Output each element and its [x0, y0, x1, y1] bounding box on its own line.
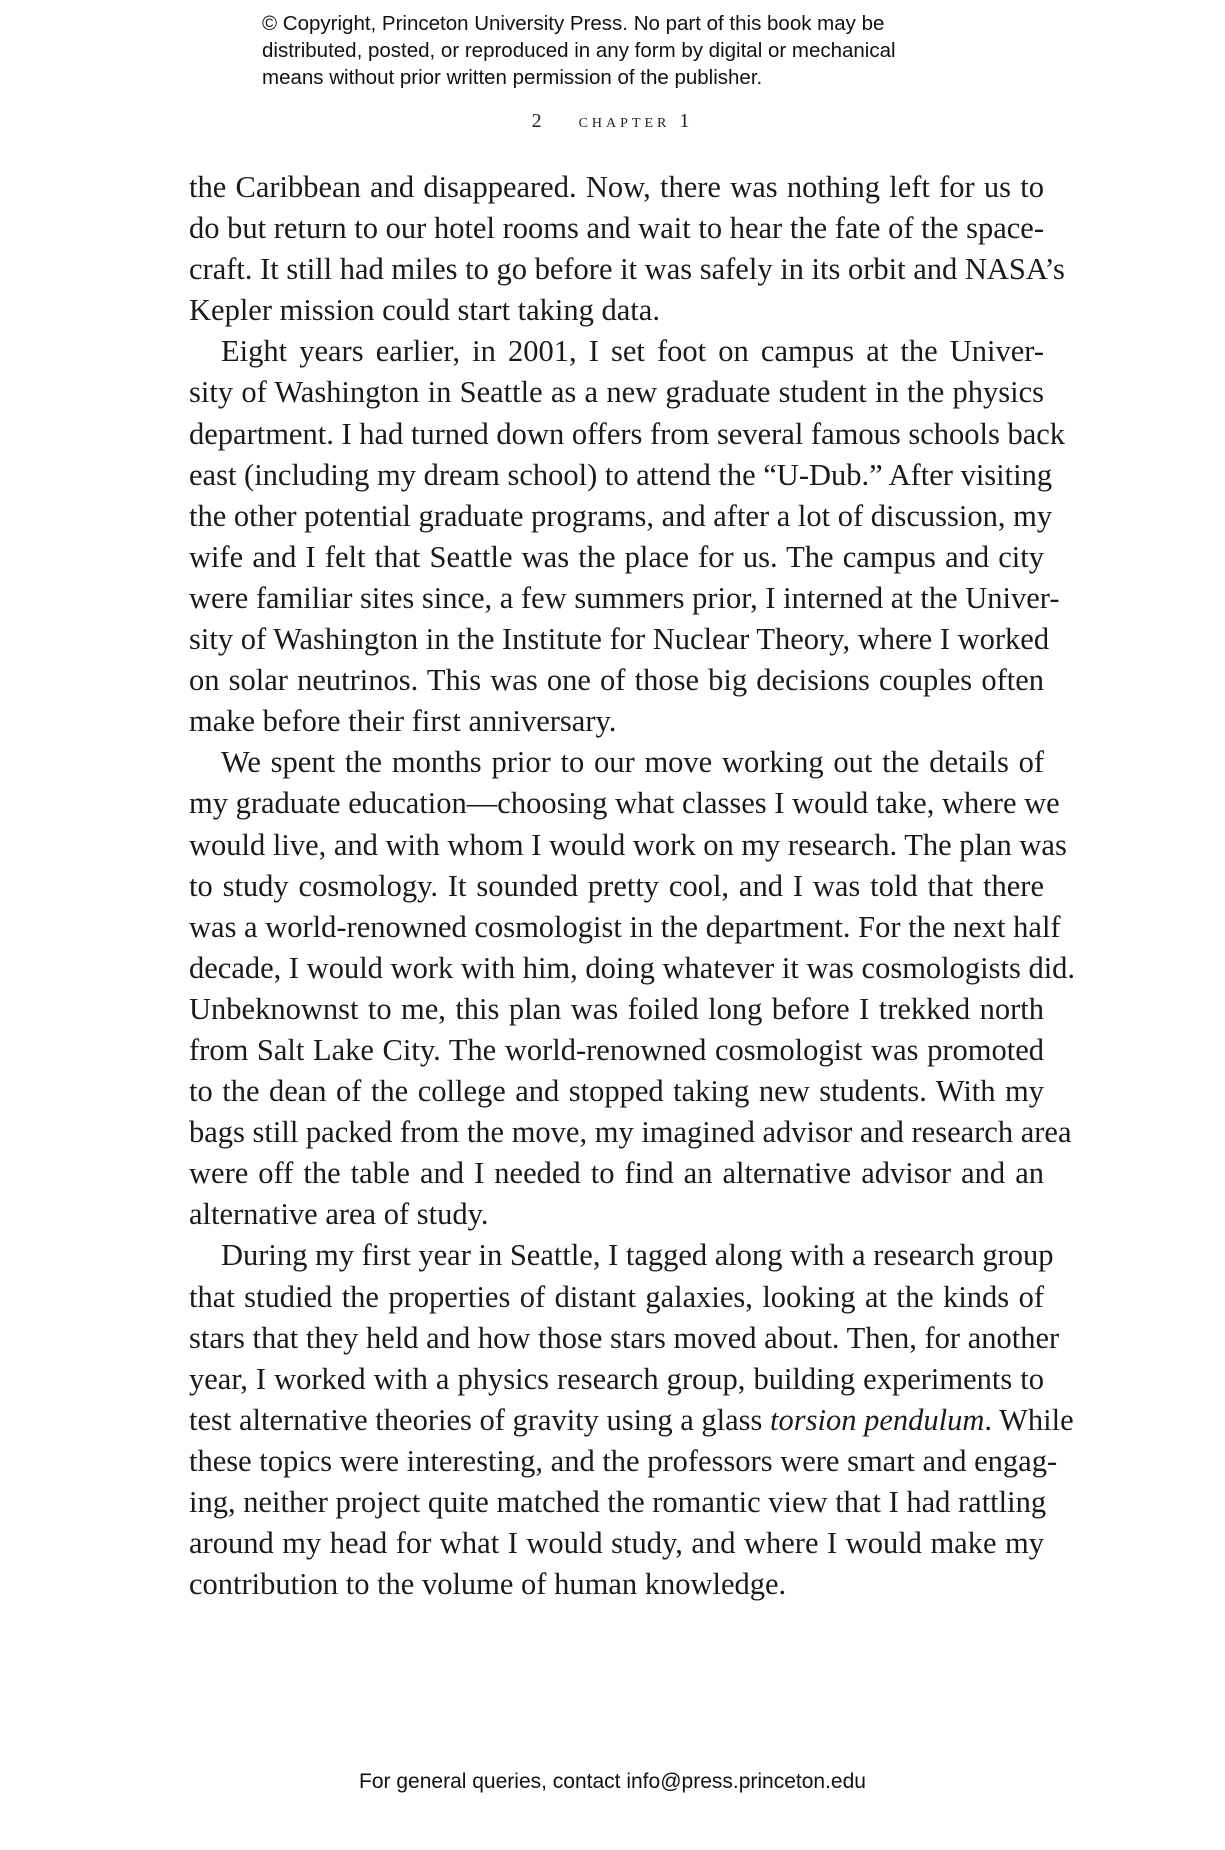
- copyright-line: means without prior written permission of the publisher.: [262, 66, 763, 89]
- chapter-label: chapter 1: [578, 110, 694, 132]
- text-line: that studied the properties of distant galaxies, looking at the kinds of: [189, 1279, 1044, 1314]
- page-number: 2: [531, 110, 545, 132]
- text-line: department. I had turned down offers from several famous schools back: [189, 416, 1066, 451]
- copyright-notice: [262, 10, 1022, 91]
- text-line: around my head for what I would study, and where I would make my: [189, 1526, 1044, 1561]
- text-line: We spent the months prior to our move working out the details of: [221, 745, 1044, 780]
- body-text: [189, 167, 1076, 1605]
- text-line: the other potential graduate programs, and after a lot of discussion, my: [189, 498, 1053, 533]
- text-line: were familiar sites since, a few summers prior, I interned at the Univer-: [189, 580, 1060, 615]
- text-line: sity of Washington in Seattle as a new graduate student in the physics: [189, 375, 1044, 410]
- text-line: do but return to our hotel rooms and wait to hear the fate of the space-: [189, 211, 1044, 246]
- text-line: craft. It still had miles to go before it was safely in its orbit and NASA’s: [189, 252, 1065, 287]
- text-line: ing, neither project quite matched the romantic view that I had rattling: [189, 1485, 1047, 1519]
- text-segment: test alternative theories of gravity using a glass: [189, 1402, 771, 1437]
- text-line: east (including my dream school) to attend the “U-Dub.” After visiting: [189, 457, 1053, 492]
- text-line: contribution to the volume of human knowledge.: [189, 1567, 787, 1602]
- text-line: wife and I felt that Seattle was the place for us. The campus and city: [189, 539, 1044, 574]
- text-line: bags still packed from the move, my imagined advisor and research area: [189, 1115, 1072, 1150]
- italic-term: torsion pendulum: [770, 1402, 985, 1437]
- text-line: these topics were interesting, and the professors were smart and engag-: [189, 1443, 1058, 1478]
- text-line: Unbeknownst to me, this plan was foiled long before I trekked north: [189, 991, 1044, 1026]
- text-line: Kepler mission could start taking data.: [189, 293, 660, 328]
- text-line: from Salt Lake City. The world-renowned cosmologist was promoted: [189, 1032, 1044, 1067]
- text-line: [189, 1400, 1074, 1441]
- text-line: make before their first anniversary.: [189, 704, 617, 739]
- text-line: stars that they held and how those stars moved about. Then, for another: [189, 1320, 1060, 1355]
- text-line: my graduate education—choosing what classes I would take, where we: [189, 786, 1060, 821]
- text-line: sity of Washington in the Institute for Nuclear Theory, where I worked: [189, 622, 1050, 657]
- running-head: [0, 110, 1225, 133]
- text-line: was a world-renowned cosmologist in the department. For the next half: [189, 909, 1061, 944]
- copyright-line: © Copyright, Princeton University Press. No part of this book may be: [262, 12, 885, 35]
- copyright-line: distributed, posted, or reproduced in any form by digital or mechanical: [262, 39, 896, 62]
- text-line: Eight years earlier, in 2001, I set foot on campus at the Univer-: [221, 334, 1044, 369]
- text-line: were off the table and I needed to find an alternative advisor and an: [189, 1156, 1044, 1191]
- text-line: decade, I would work with him, doing whatever it was cosmologists did.: [189, 950, 1076, 985]
- text-line: to the dean of the college and stopped taking new students. With my: [189, 1074, 1044, 1109]
- text-line: to study cosmology. It sounded pretty cool, and I was told that there: [189, 868, 1044, 903]
- footer-contact: For general queries, contact info@press.princeton.edu: [359, 1770, 866, 1793]
- text-line: year, I worked with a physics research group, building experiments to: [189, 1361, 1044, 1396]
- text-line: the Caribbean and disappeared. Now, there was nothing left for us to: [189, 170, 1044, 204]
- text-segment: . While: [984, 1402, 1074, 1437]
- text-line: on solar neutrinos. This was one of those big decisions couples often: [189, 663, 1044, 698]
- text-line: would live, and with whom I would work on my research. The plan was: [189, 827, 1067, 862]
- text-line: During my first year in Seattle, I tagged along with a research group: [221, 1238, 1054, 1273]
- text-line: alternative area of study.: [189, 1197, 489, 1232]
